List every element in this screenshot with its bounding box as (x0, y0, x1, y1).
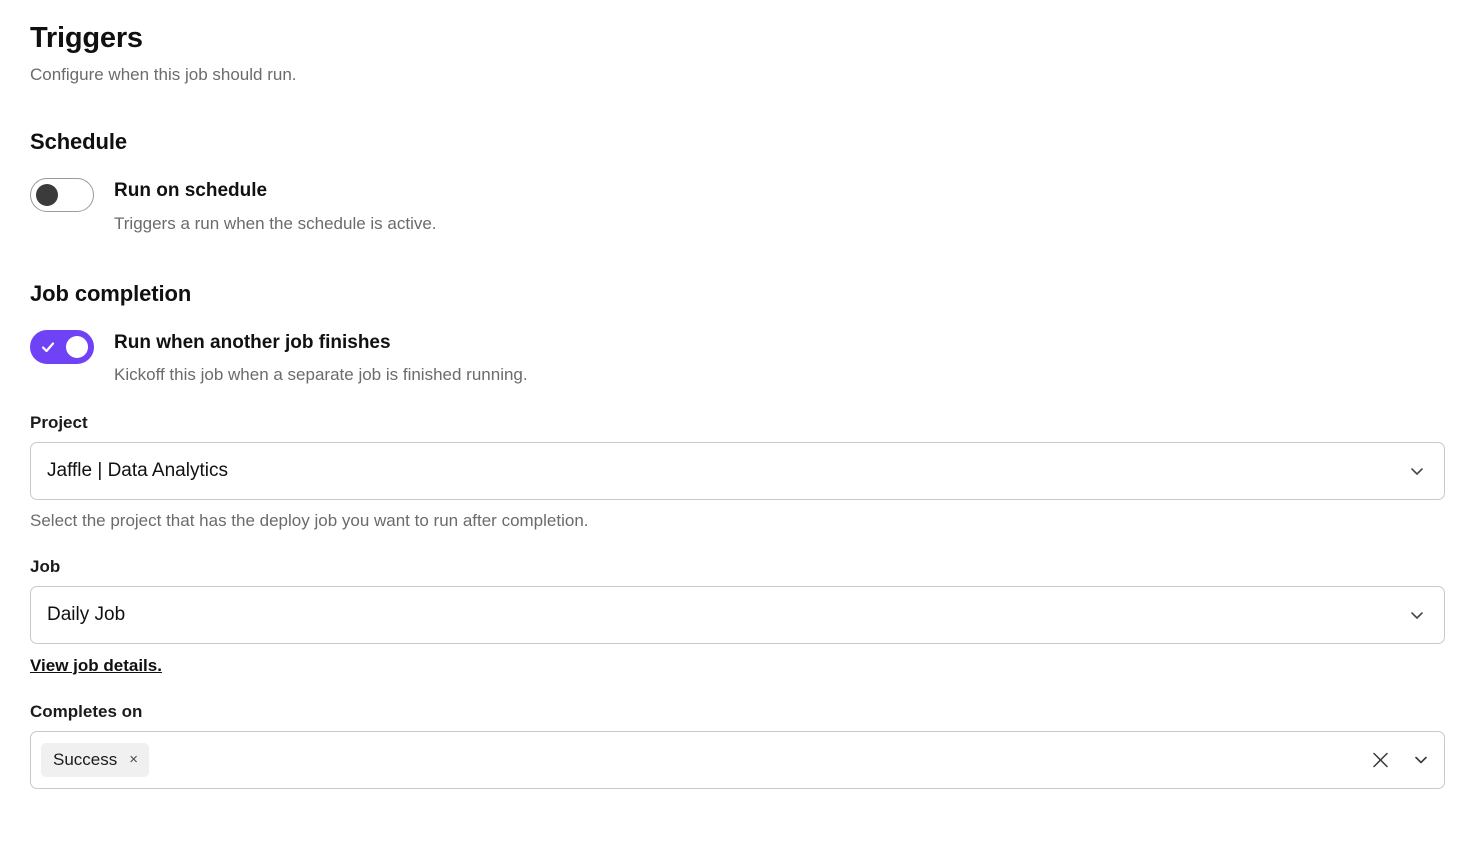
completes-on-field (30, 702, 1446, 789)
job-select[interactable] (30, 586, 1445, 644)
chip-remove-icon[interactable]: × (129, 751, 139, 769)
job-completion-section (30, 281, 1446, 789)
toggle-knob-icon (66, 336, 88, 358)
run-on-schedule-label: Run on schedule (114, 180, 268, 201)
check-icon (41, 340, 55, 354)
run-when-job-finishes-row (30, 329, 1446, 387)
run-when-job-finishes-help: Kickoff this job when a separate job is finished running. (114, 365, 528, 385)
run-on-schedule-help: Triggers a run when the schedule is active. (114, 213, 437, 233)
page-subtitle: Configure when this job should run. (30, 65, 297, 84)
project-label: Project (30, 412, 88, 432)
chip-label: Success (53, 749, 118, 769)
project-field (30, 413, 1446, 531)
project-select[interactable] (30, 442, 1445, 500)
run-on-schedule-row (30, 177, 1446, 235)
view-job-details-link[interactable]: View job details. (30, 655, 162, 675)
schedule-section (30, 129, 1446, 235)
toggle-knob-icon (36, 184, 58, 206)
run-when-job-finishes-texts (114, 329, 528, 387)
job-select-value: Daily Job (47, 603, 126, 625)
run-on-schedule-texts (114, 177, 437, 235)
chevron-down-icon (1408, 462, 1426, 480)
run-when-job-finishes-toggle[interactable] (30, 330, 94, 364)
clear-icon[interactable] (1371, 750, 1390, 769)
run-on-schedule-toggle[interactable] (30, 178, 94, 212)
job-completion-section-title: Job completion (30, 280, 192, 306)
chip-success[interactable] (41, 743, 149, 777)
job-label: Job (30, 556, 61, 576)
job-field (30, 557, 1446, 676)
completes-on-label: Completes on (30, 701, 143, 721)
chevron-down-icon (1408, 606, 1426, 624)
project-select-value: Jaffle | Data Analytics (47, 459, 228, 481)
multiselect-actions (1371, 750, 1430, 769)
completes-on-multiselect[interactable] (30, 731, 1445, 789)
page-title: Triggers (30, 22, 143, 54)
project-help: Select the project that has the deploy job you want to run after completion. (30, 510, 589, 530)
schedule-section-title: Schedule (30, 129, 128, 154)
chevron-down-icon[interactable] (1412, 751, 1430, 769)
run-when-job-finishes-label: Run when another job finishes (114, 331, 391, 353)
